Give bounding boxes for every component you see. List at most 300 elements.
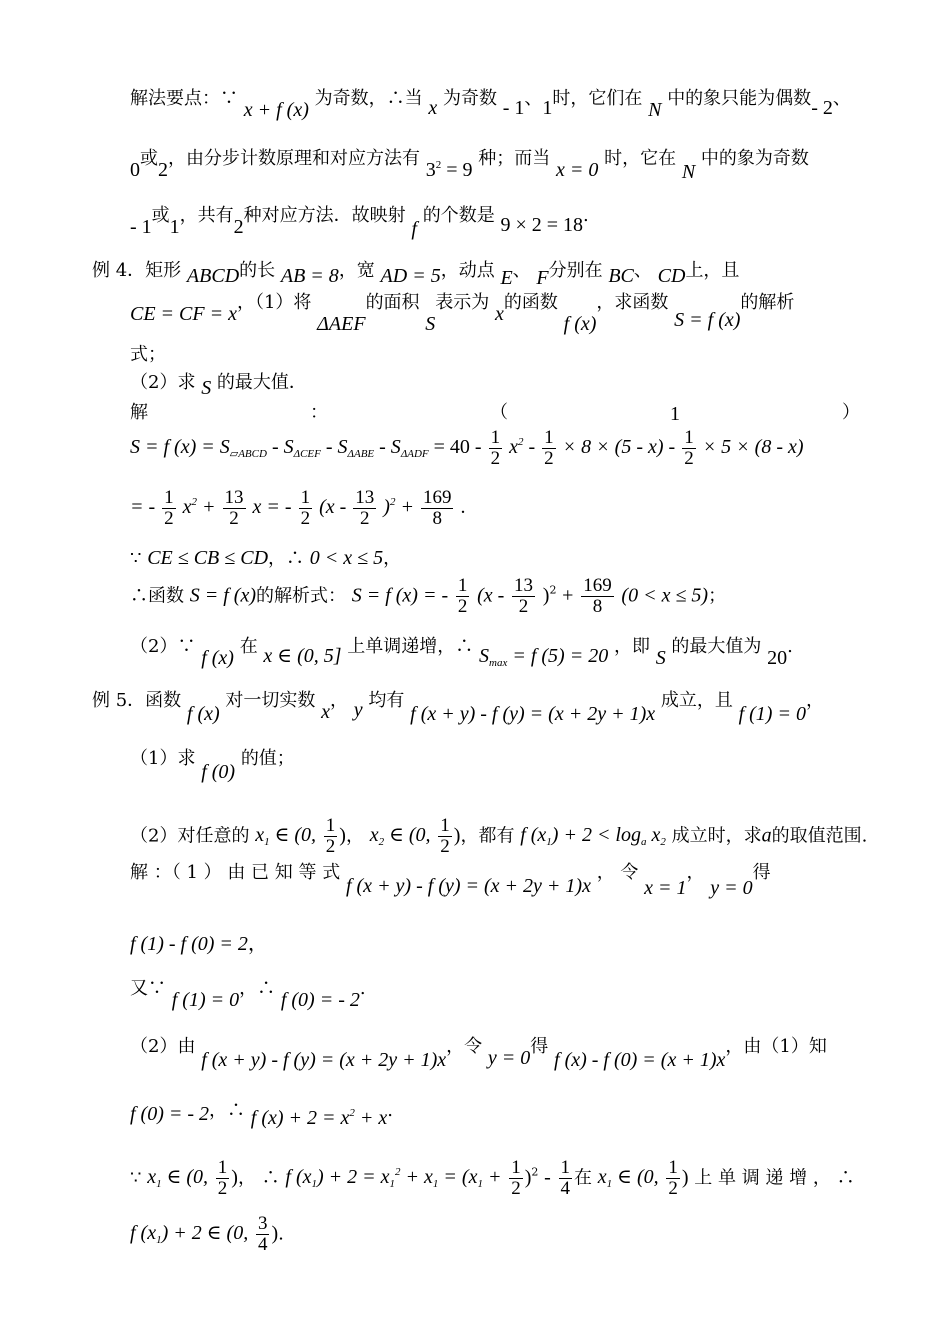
- example-4-part-2: [130, 372, 307, 399]
- math-expression: [251, 1107, 388, 1129]
- denominator: 8: [432, 507, 442, 529]
- math-variable: x: [509, 436, 518, 459]
- example-4-statement-line-2: [130, 292, 795, 335]
- text: ，: [247, 933, 268, 955]
- example-5-statement: [92, 690, 824, 725]
- math-expression: - S: [379, 436, 401, 459]
- text: 的最大值．: [216, 372, 307, 393]
- math-expression: [369, 824, 431, 849]
- text: .: [460, 496, 466, 519]
- math-expression: [520, 824, 666, 849]
- text: 的解析: [740, 292, 795, 313]
- math-number: 2: [158, 159, 168, 181]
- text: 在: [574, 1167, 593, 1189]
- numerator: 1: [217, 1157, 228, 1178]
- math-operator: +: [202, 496, 216, 519]
- text: ，: [345, 825, 364, 847]
- subscript: 1: [389, 1178, 396, 1191]
- math-expression: [147, 1166, 209, 1191]
- math-expression: + x: [359, 1107, 388, 1129]
- math-variable: S: [425, 313, 436, 335]
- superscript: 2: [389, 496, 396, 509]
- math-expression: ∈ (0,: [389, 824, 431, 847]
- math-expression: ): [271, 1222, 279, 1245]
- denominator: 2: [490, 447, 501, 469]
- denominator: 2: [300, 507, 311, 529]
- math-expression: ): [383, 496, 390, 519]
- solution-5-step-5: [130, 1158, 855, 1199]
- text: ，∴: [209, 1100, 246, 1121]
- superscript: 2: [549, 583, 557, 597]
- math-expression: S = f (x) = S: [130, 436, 230, 459]
- numerator: 13: [514, 575, 534, 596]
- math-expression: - S: [325, 436, 348, 459]
- math-number: - 1: [502, 97, 525, 119]
- math-variable: S: [201, 377, 212, 399]
- text: 的取值范围.: [771, 825, 868, 847]
- math-expression: S = f (x): [674, 309, 741, 331]
- text: 成立时，求: [671, 825, 762, 847]
- solution-key-line-2: [130, 148, 809, 183]
- math-expression: ∈ (0,: [617, 1166, 659, 1189]
- denominator: 2: [457, 595, 468, 617]
- math-operator: +: [487, 1166, 502, 1189]
- superscript: 2: [395, 1166, 401, 1179]
- function-expression: [130, 576, 726, 617]
- solution-4-header: [130, 404, 860, 424]
- math-expression: = (x: [443, 1166, 478, 1189]
- text: ，: [383, 548, 402, 569]
- text: 的面积: [365, 292, 420, 313]
- math-number: 20: [767, 647, 788, 669]
- solution-5-step-4: [130, 1100, 394, 1129]
- text: 解 ：（ 1 ） 由 已 知 等 式: [130, 862, 341, 883]
- math-number: = 9: [446, 159, 473, 181]
- text: 、: [633, 260, 652, 281]
- denominator: 2: [684, 447, 694, 469]
- subscript: 2: [378, 836, 385, 849]
- denominator: 2: [325, 835, 336, 857]
- numerator: 1: [544, 427, 554, 448]
- numerator: 1: [490, 427, 501, 448]
- text: 中的象只能为偶数: [667, 88, 812, 109]
- fraction: [682, 428, 696, 469]
- solution-key-line-3: [130, 205, 589, 240]
- text: ，都有: [460, 825, 515, 847]
- math-expression: (x -: [477, 584, 505, 607]
- math-expression: = 40 -: [433, 436, 482, 459]
- math-expression: 9 × 2 = 18: [500, 214, 583, 236]
- text: 时，它在: [604, 148, 677, 169]
- math-expression: f (1) = 0: [738, 703, 806, 725]
- math-expression: f (x + y) - f (y) = (x + 2y + 1)x: [201, 1049, 447, 1071]
- math-variable: f: [411, 218, 417, 240]
- math-expression: AB = 8: [280, 265, 339, 287]
- math-variable: x: [321, 701, 331, 723]
- subscript: 1: [606, 1178, 613, 1191]
- subscript: 1: [156, 1234, 162, 1247]
- text: 成立，且: [660, 690, 733, 711]
- math-number: 1: [169, 216, 180, 238]
- solution-5-line-1: [130, 862, 771, 899]
- numerator: 1: [511, 1157, 521, 1178]
- math-number: 0: [130, 159, 140, 181]
- fraction: [324, 816, 338, 857]
- math-variable: x: [369, 824, 379, 847]
- math-expression: × 8 × (5 - x) -: [562, 436, 676, 459]
- text: .: [278, 1223, 284, 1245]
- maximum-value-line: [130, 636, 793, 669]
- numerator: 1: [300, 487, 311, 508]
- text: 、: [832, 88, 851, 109]
- math-expression: y = 0: [487, 1047, 531, 1069]
- text: ，∴: [239, 978, 276, 999]
- text: （2）由: [130, 1036, 196, 1057]
- math-expression: ): [524, 1166, 532, 1189]
- math-expression: ): [681, 1166, 689, 1189]
- example-5-part-1: [130, 748, 295, 783]
- math-variable: x: [428, 97, 438, 119]
- text: 解法要点：∵: [130, 88, 238, 109]
- fraction: [299, 488, 313, 529]
- math-expression: x = 0: [555, 159, 599, 181]
- math-operator: -: [544, 1166, 551, 1189]
- math-number: 1: [670, 403, 680, 425]
- text: 例 4．矩形: [92, 260, 182, 281]
- math-variable: N: [648, 99, 662, 121]
- math-expression: 0 < x ≤ 5: [309, 547, 384, 569]
- math-variable: y: [353, 699, 363, 721]
- text: ，求函数: [596, 292, 669, 313]
- fraction: [256, 1214, 270, 1255]
- denominator: 2: [668, 1177, 678, 1199]
- math-expression: AD = 5: [380, 265, 441, 287]
- equation-area-expression: [130, 428, 804, 469]
- math-expression: x + f (x): [243, 99, 309, 121]
- text: ，（1）将: [236, 292, 312, 313]
- text: ，宽: [338, 260, 375, 281]
- math-expression: [255, 824, 317, 849]
- math-variable: ABCD: [186, 265, 240, 287]
- superscript: 2: [349, 1107, 355, 1119]
- text: ∵: [130, 548, 142, 569]
- subscript: 1: [156, 1178, 162, 1191]
- superscript: 2: [191, 496, 198, 509]
- math-expression: f (x + y) - f (y) = (x + 2y + 1)x: [345, 875, 591, 897]
- math-expression: f (x: [285, 1166, 312, 1189]
- fraction: [666, 1158, 680, 1199]
- fraction: [509, 1158, 523, 1199]
- text: 得: [752, 862, 771, 883]
- math-variable: x: [495, 303, 504, 325]
- text: ，即: [613, 636, 650, 657]
- text: 对一切实数: [225, 690, 316, 711]
- fraction: [512, 576, 535, 617]
- text: 时，它们在: [552, 88, 643, 109]
- math-variable: a: [761, 824, 772, 847]
- fraction: [223, 488, 246, 529]
- math-expression: ∈ (0,: [166, 1166, 209, 1189]
- text: 解: [130, 402, 148, 423]
- numerator: 3: [257, 1213, 268, 1234]
- fraction: [581, 576, 614, 617]
- text: 或: [140, 148, 158, 169]
- text: 、: [512, 260, 531, 281]
- example-4-statement-line-3: [130, 346, 166, 364]
- fraction: [421, 488, 454, 529]
- text: 、: [524, 88, 543, 109]
- math-expression: ): [542, 584, 550, 607]
- math-expression: y = 0: [710, 877, 753, 899]
- solution-5-step-1: [130, 934, 268, 954]
- subscript: ΔCEF: [293, 448, 321, 461]
- text: （: [490, 402, 508, 423]
- math-expression: [285, 1166, 502, 1191]
- math-expression: f (x) - f (0) = (x + 1)x: [554, 1049, 726, 1071]
- math-expression: f (x: [130, 1222, 157, 1245]
- text: 中的象为奇数: [700, 148, 809, 169]
- math-expression: f (0): [201, 761, 236, 783]
- math-expression: [597, 1166, 659, 1191]
- text: ，∴: [268, 548, 305, 569]
- math-expression: [426, 159, 473, 181]
- text: 为奇数，∴当: [314, 88, 423, 109]
- math-number: 2: [233, 216, 244, 238]
- math-expression: ΔAEF: [317, 313, 366, 335]
- numerator: 13: [355, 487, 375, 508]
- math-expression: S = f (x): [189, 584, 256, 607]
- text: ，由分步计数原理和对应方法有: [168, 148, 420, 169]
- math-expression: - S: [271, 436, 294, 459]
- text: 为奇数: [442, 88, 497, 109]
- solution-key-line-1: [130, 88, 851, 121]
- math-expression: [479, 645, 608, 667]
- subscript: 1: [477, 1178, 483, 1191]
- fraction: [216, 1158, 230, 1199]
- denominator: 2: [164, 507, 174, 529]
- math-expression: f (x: [520, 824, 547, 847]
- text: 表示为: [435, 292, 490, 313]
- math-expression: ) + 2 = x: [317, 1166, 390, 1189]
- text: 上 单 调 递 增 ， ∴: [694, 1167, 855, 1189]
- math-variable: x: [182, 496, 192, 519]
- text: .: [787, 636, 793, 657]
- math-expression: x = 1: [644, 877, 687, 899]
- fraction: [559, 1158, 573, 1199]
- text: .: [359, 978, 366, 999]
- subscript: 1: [311, 1178, 318, 1191]
- text: （1）求: [130, 748, 196, 769]
- math-variable: x: [651, 824, 661, 847]
- math-variable: BC: [608, 265, 634, 287]
- math-number: - 1: [130, 216, 152, 238]
- math-variable: x: [147, 1166, 157, 1189]
- denominator: 4: [257, 1233, 268, 1255]
- text: 均有: [368, 690, 405, 711]
- denominator: 8: [592, 595, 603, 617]
- text: 的最大值为: [671, 636, 762, 657]
- subscript: a: [641, 836, 647, 849]
- math-expression: x ∈ (0, 5]: [263, 645, 342, 667]
- fraction: [456, 576, 470, 617]
- text: 式；: [130, 344, 166, 365]
- subscript: 1: [546, 836, 552, 849]
- numerator: 1: [457, 575, 468, 596]
- denominator: 2: [229, 507, 239, 529]
- text: 在: [239, 636, 258, 657]
- math-variable: S: [655, 647, 666, 669]
- text: .: [583, 205, 589, 226]
- fraction: [438, 816, 452, 857]
- text: 分别在: [548, 260, 603, 281]
- subscript: 1: [432, 1178, 439, 1191]
- math-operator: +: [562, 584, 574, 607]
- text: ，令: [446, 1036, 483, 1057]
- text: ， 令: [596, 862, 639, 883]
- math-expression: f (x): [563, 313, 597, 335]
- text: 又∵: [130, 978, 166, 999]
- math-expression: CE = CF = x: [130, 303, 237, 325]
- superscript: 2: [435, 159, 442, 171]
- text: 的解析式：: [255, 585, 346, 607]
- math-expression: (x -: [319, 496, 347, 519]
- math-variable: F: [536, 267, 549, 289]
- text: ，: [686, 862, 705, 883]
- text: 或: [151, 205, 170, 226]
- text: ∴函数: [130, 585, 184, 607]
- math-expression: f (x): [186, 703, 220, 725]
- math-expression: f (x): [201, 647, 234, 669]
- math-number: - 2: [811, 97, 833, 119]
- fraction: [542, 428, 556, 469]
- math-expression: = f (5) = 20: [512, 645, 609, 667]
- text: ，动点: [440, 260, 495, 281]
- subscript: max: [489, 657, 508, 669]
- math-variable: x: [597, 1166, 607, 1189]
- math-variable: S: [479, 645, 490, 667]
- numerator: 1: [325, 815, 336, 836]
- math-expression: [130, 1222, 249, 1247]
- math-expression: (0 < x ≤ 5): [621, 584, 709, 607]
- text: ，由（1）知: [725, 1036, 827, 1057]
- math-number: 3: [425, 159, 436, 181]
- subscript: ΔADF: [400, 448, 429, 461]
- denominator: 2: [544, 447, 554, 469]
- math-expression: ) + 2 < log: [551, 824, 641, 847]
- denominator: 4: [560, 1177, 571, 1199]
- subscript: 2: [660, 836, 666, 849]
- text: ：: [310, 402, 328, 423]
- text: （2）∵: [130, 636, 196, 657]
- text: ，共有: [179, 205, 234, 226]
- math-expression: + x: [405, 1166, 433, 1189]
- text: （2）求: [130, 372, 196, 393]
- math-expression: f (1) - f (0) = 2: [130, 933, 248, 955]
- math-operator: -: [528, 436, 536, 459]
- text: ，: [330, 690, 349, 711]
- math-expression: = -: [130, 496, 156, 519]
- example-5-part-2: [130, 816, 867, 857]
- math-operator: +: [400, 496, 414, 519]
- math-expression: ): [453, 824, 461, 847]
- equation-completing-square: [130, 488, 465, 529]
- denominator: 2: [217, 1177, 228, 1199]
- denominator: 2: [360, 507, 370, 529]
- math-expression: f (0) = - 2: [280, 989, 360, 1011]
- text: ，: [805, 690, 824, 711]
- math-expression: ): [339, 824, 346, 847]
- text: （2）对任意的: [130, 825, 250, 847]
- numerator: 1: [560, 1157, 571, 1178]
- math-number: 1: [542, 97, 553, 119]
- fraction: [162, 488, 176, 529]
- fraction: [353, 488, 376, 529]
- subscript: ΔABE: [347, 448, 375, 461]
- solution-5-step-2: [130, 978, 366, 1011]
- math-variable: x: [255, 824, 265, 847]
- numerator: 1: [668, 1157, 678, 1178]
- text: 的长: [239, 260, 276, 281]
- math-expression: f (x) + 2 = x: [250, 1107, 350, 1129]
- math-variable: N: [681, 161, 696, 183]
- text: ∵: [130, 1167, 142, 1189]
- text: 的函数: [503, 292, 558, 313]
- text: 例 5．函数: [92, 690, 182, 711]
- superscript: 2: [518, 436, 524, 449]
- numerator: 169: [583, 575, 612, 596]
- denominator: 2: [511, 1177, 521, 1199]
- text: .: [387, 1100, 394, 1121]
- numerator: 1: [164, 487, 174, 508]
- math-expression: f (1) = 0: [171, 989, 240, 1011]
- math-expression: ) + 2 ∈ (0,: [161, 1222, 249, 1245]
- numerator: 1: [684, 427, 694, 448]
- text: 种对应方法．故映射: [243, 205, 406, 226]
- numerator: 1: [440, 815, 450, 836]
- subscript: 1: [264, 836, 270, 849]
- text: 上单调递增，∴: [347, 636, 474, 657]
- denominator: 2: [440, 835, 450, 857]
- text: 上，且: [685, 260, 740, 281]
- domain-condition: [130, 548, 401, 568]
- math-variable: CD: [657, 265, 686, 287]
- math-expression: f (0) = - 2: [130, 1103, 210, 1125]
- math-expression: CE ≤ CB ≤ CD: [147, 547, 269, 569]
- example-4-statement-line-1: [92, 260, 740, 289]
- text: 的值；: [240, 748, 295, 769]
- text: 的个数是: [422, 205, 495, 226]
- denominator: 2: [518, 595, 529, 617]
- math-expression: × 5 × (8 - x): [702, 436, 804, 459]
- fraction: [489, 428, 503, 469]
- text: ， ∴: [237, 1167, 280, 1189]
- solution-5-step-6: [130, 1214, 284, 1255]
- math-expression: x = -: [252, 496, 292, 519]
- numerator: 169: [422, 487, 452, 508]
- text: 得: [530, 1036, 549, 1057]
- numerator: 13: [224, 487, 244, 508]
- math-expression: S = f (x) = -: [351, 584, 449, 607]
- math-variable: E: [500, 267, 513, 289]
- solution-5-step-3: [130, 1036, 827, 1071]
- text: ）: [842, 402, 860, 423]
- text: 种；而当: [478, 148, 551, 169]
- math-expression: ): [231, 1166, 238, 1189]
- text: ；: [708, 585, 727, 607]
- math-expression: ∈ (0,: [274, 824, 317, 847]
- math-expression: f (x + y) - f (y) = (x + 2y + 1)x: [410, 703, 656, 725]
- subscript: ▱ABCD: [229, 448, 267, 461]
